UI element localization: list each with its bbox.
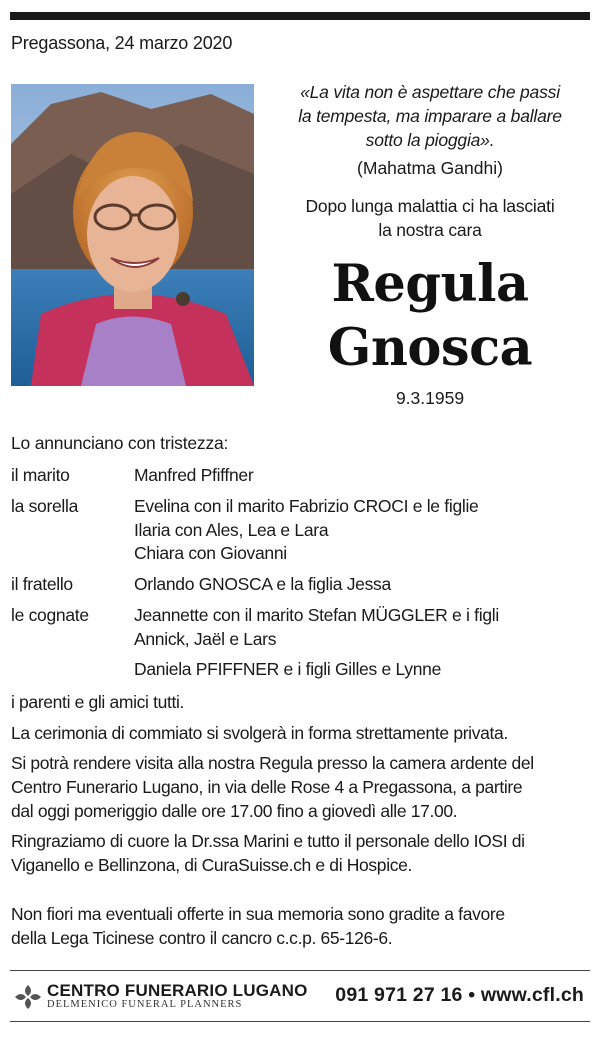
relation-names (134, 604, 499, 651)
name-line: Manfred Pfiffner (134, 465, 254, 485)
visit-line: Centro Funerario Lugano, in via delle Rose 4 a Pregassona, a partire (11, 777, 523, 797)
relation-names (134, 495, 478, 566)
name-line: Evelina con il marito Fabrizio CROCI e le figlie (134, 496, 479, 516)
relation-label: la sorella (11, 496, 79, 516)
quote (262, 80, 598, 152)
name-line: Annick, Jaël e Lars (134, 628, 277, 649)
footer-banner (10, 982, 590, 1012)
donations-text (11, 902, 596, 950)
intro-line: la nostra cara (378, 220, 482, 240)
relation-label: il marito (11, 465, 70, 485)
relatives-text: i parenti e gli amici tutti. (11, 692, 185, 712)
relation-names (134, 658, 441, 682)
funeral-home-name: CENTRO FUNERARIO LUGANO (47, 981, 308, 1000)
birth-date: 9.3.1959 (395, 388, 465, 408)
footer-top-rule (10, 970, 590, 971)
intro-line: Dopo lunga malattia ci ha lasciati (305, 196, 555, 216)
top-rule (10, 12, 590, 20)
thanks-text (11, 829, 596, 877)
thanks-line: Viganello e Bellinzona, di CuraSuisse.ch e di Hospice. (11, 855, 413, 875)
visit-line: dal oggi pomeriggio dalle ore 17.00 fino a giovedì alle 17.00. (11, 801, 458, 821)
name-line: Jeannette con il marito Stefan MÜGGLER e i figli (134, 605, 499, 625)
quote-line: sotto la pioggia». (365, 130, 495, 150)
visit-line: Si potrà rendere visita alla nostra Regula presso la camera ardente del (11, 753, 534, 773)
name-line: Orlando GNOSCA e la figlia Jessa (134, 574, 391, 594)
deceased-name (262, 252, 598, 380)
relation-names (134, 573, 391, 597)
portrait-photo (11, 84, 254, 386)
place-date: Pregassona, 24 marzo 2020 (11, 33, 233, 53)
first-name: Regula (331, 254, 529, 314)
cross-leaf-logo-icon (14, 984, 42, 1015)
thanks-line: Ringraziamo di cuore la Dr.ssa Marini e tutto il personale dello IOSI di (11, 831, 525, 851)
announce-heading: Lo annunciano con tristezza: (11, 433, 229, 453)
ceremony-text: La cerimonia di commiato si svolgerà in forma strettamente privata. (11, 723, 508, 743)
name-line: Daniela PFIFFNER e i figli Gilles e Lynne (134, 659, 442, 679)
visit-text (11, 751, 596, 823)
footer-bottom-rule (10, 1021, 590, 1022)
last-name: Gnosca (327, 318, 533, 378)
quote-line: «La vita non è aspettare che passi (300, 82, 560, 102)
quote-line: la tempesta, ma imparare a ballare (298, 106, 562, 126)
name-line: Chiara con Giovanni (134, 543, 287, 563)
funeral-home-subtitle: DELMENICO FUNERAL PLANNERS (47, 999, 243, 1010)
donations-line: Non fiori ma eventuali offerte in sua memoria sono gradite a favore (11, 904, 505, 924)
name-line: Ilaria con Ales, Lea e Lara (134, 519, 329, 540)
relation-label: il fratello (11, 574, 73, 594)
intro-text (262, 194, 598, 242)
relation-names (134, 464, 253, 488)
quote-author: (Mahatma Gandhi) (357, 158, 503, 178)
donations-line: della Lega Ticinese contro il cancro c.c.p. 65-126-6. (11, 928, 393, 948)
funeral-home-contact: 091 971 27 16 • www.cfl.ch (335, 984, 584, 1006)
relation-label: le cognate (11, 605, 89, 625)
